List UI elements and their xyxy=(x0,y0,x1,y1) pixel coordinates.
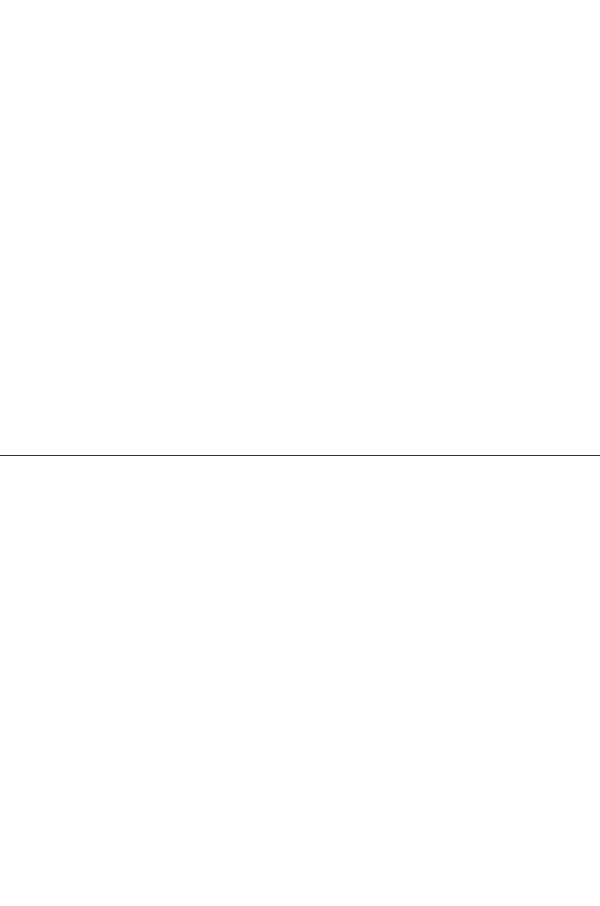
top-tier xyxy=(4,2,596,454)
bottom-tier xyxy=(4,456,596,904)
